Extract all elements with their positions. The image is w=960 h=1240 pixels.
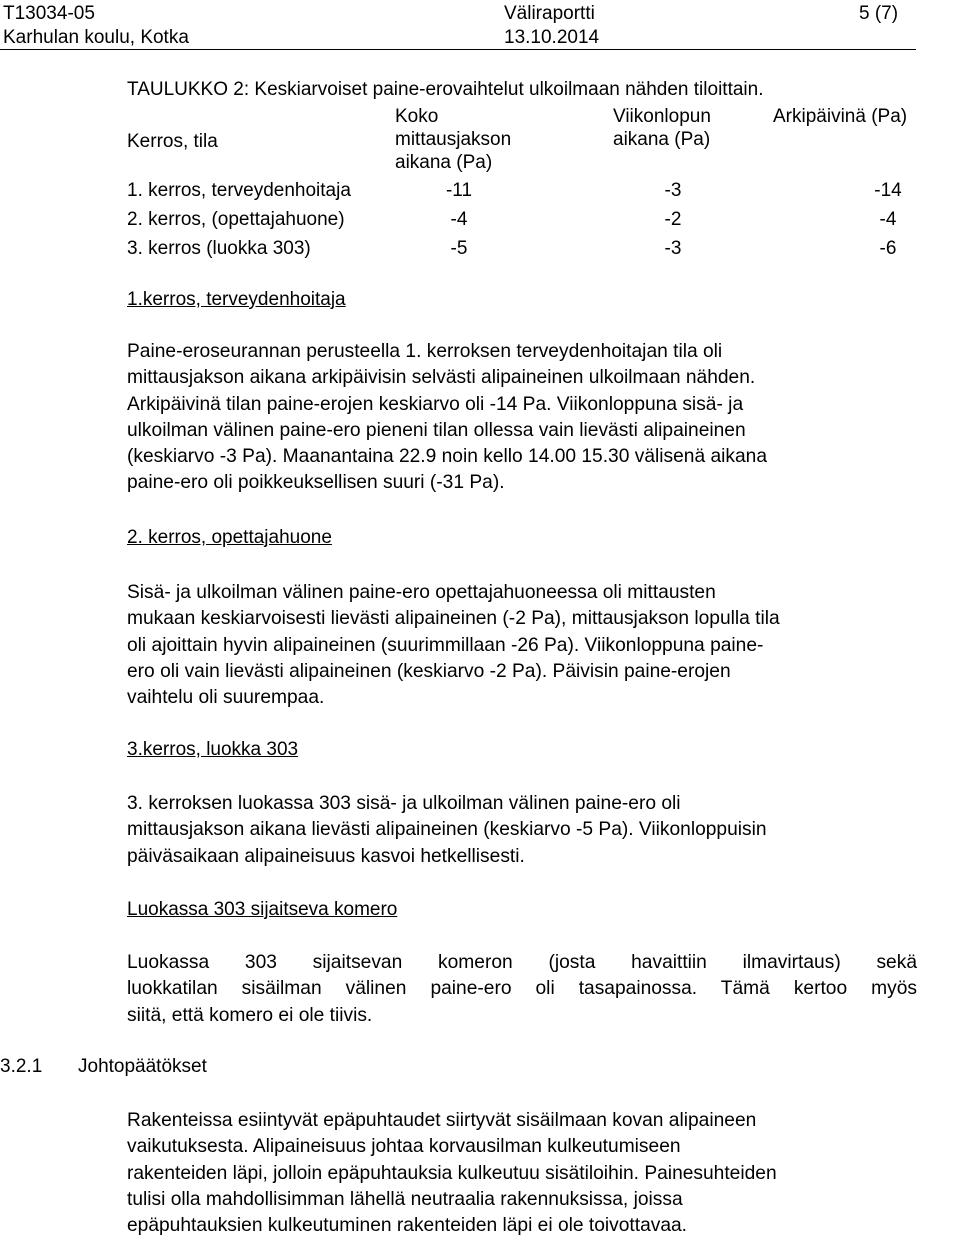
school-name: Karhulan koulu, Kotka <box>3 27 189 48</box>
table-row: 2. kerros, (opettajahuone) -4 -2 -4 <box>127 209 897 230</box>
text-line: mittausjakson aikana lievästi alipaineinen (keskiarvo -5 Pa). Viikonloppuisin <box>127 819 767 841</box>
page-number: 5 (7) <box>859 3 899 24</box>
section-heading-4: Luokassa 303 sijaitseva komero <box>127 899 398 920</box>
text-line: ulkoilman välinen paine-ero pieneni tilan ollessa vain lievästi alipaineinen <box>127 419 746 441</box>
text-line: ero oli vain lievästi alipaineinen (keskiarvo -2 Pa). Päivisin paine-erojen <box>127 660 731 682</box>
report-date: 13.10.2014 <box>504 27 600 48</box>
text-line: oli ajoittain hyvin alipaineinen (suurimmillaan -26 Pa). Viikonloppuna paine- <box>127 634 764 656</box>
text-line: päiväsaikaan alipaineisuus kasvoi hetkellisesti. <box>127 845 525 867</box>
report-type: Väliraportti <box>504 3 595 24</box>
text-line: Rakenteissa esiintyvät epäpuhtaudet siirtyvät sisäilmaan kovan alipaineen <box>127 1110 757 1131</box>
section-paragraph-2 <box>127 580 917 711</box>
section-paragraph-3 <box>127 791 917 870</box>
section-paragraph-1 <box>127 339 917 497</box>
text-line: mittausjakson aikana arkipäivisin selvästi alipaineinen ulkoilmaan nähden. <box>127 367 756 389</box>
conclusions-number: 3.2.1 <box>0 1056 43 1077</box>
text-line: (keskiarvo -3 Pa). Maanantaina 22.9 noin kello 14.00 15.30 välisenä aikana <box>127 446 767 468</box>
header-rule <box>0 49 916 50</box>
text-line: Arkipäivinä tilan paine-erojen keskiarvo oli -14 Pa. Viikonloppuna sisä- ja <box>127 393 744 415</box>
header-cell-koko: Koko mittausjakson aikana (Pa) <box>395 106 512 173</box>
text-line: vaihtelu oli suurempaa. <box>127 687 325 709</box>
text-line: mukaan keskiarvoisesti lievästi alipaineinen (-2 Pa), mittausjakson lopulla tila <box>127 608 780 630</box>
pressure-table <box>118 105 933 261</box>
text-line: paine-ero oli poikkeuksellisen suuri (-31 Pa). <box>127 472 505 494</box>
text-line: 3. kerroksen luokassa 303 sisä- ja ulkoilman välinen paine-ero oli <box>127 793 681 814</box>
conclusions-paragraph <box>127 1108 917 1239</box>
header-cell-viikonloppu: Viikonlopun aikana (Pa) <box>613 106 711 150</box>
table-caption: TAULUKKO 2: Keskiarvoiset paine-erovaihtelut ulkoilmaan nähden tiloittain. <box>127 79 764 100</box>
text-line: siitä, että komero ei ole tiivis. <box>127 1004 373 1026</box>
text-line: epäpuhtauksien kulkeutuminen rakenteiden läpi ei ole toivottavaa. <box>127 1215 688 1237</box>
section-heading-3: 3.kerros, luokka 303 <box>127 739 299 760</box>
document-id: T13034-05 <box>3 3 95 24</box>
header-cell-arkipaiva: Arkipäivinä (Pa) <box>773 106 908 127</box>
table-row: 3. kerros (luokka 303) -5 -3 -6 <box>127 238 897 259</box>
text-line: rakenteiden läpi, jolloin epäpuhtauksia kulkeutuu sisätiloihin. Painesuhteiden <box>127 1162 777 1184</box>
header-cell-tila: Kerros, tila <box>127 131 218 152</box>
text-line: tulisi olla mahdollisimman lähellä neutraalia rakennuksissa, joissa <box>127 1188 683 1210</box>
text-line: vaikutuksesta. Alipaineisuus johtaa korvausilman kulkeutumiseen <box>127 1136 681 1158</box>
conclusions-title: Johtopäätökset <box>78 1056 207 1077</box>
section-heading-2: 2. kerros, opettajahuone <box>127 527 332 548</box>
table-header-row <box>118 105 933 174</box>
section-heading-1: 1.kerros, terveydenhoitaja <box>127 289 346 310</box>
text-line: Paine-eroseurannan perusteella 1. kerroksen terveydenhoitajan tila oli <box>127 341 723 362</box>
section-paragraph-4 <box>127 950 917 1029</box>
text-line: Sisä- ja ulkoilman välinen paine-ero opettajahuoneessa oli mittausten <box>127 582 716 603</box>
text-line: luokkatilan sisäilman välinen paine-ero oli tasapainossa. Tämä kertoo myös <box>127 978 917 1000</box>
table-row: 1. kerros, terveydenhoitaja -11 -3 -14 <box>127 180 902 201</box>
text-line: Luokassa 303 sijaitsevan komeron (josta havaittiin ilmavirtaus) sekä <box>127 952 917 973</box>
